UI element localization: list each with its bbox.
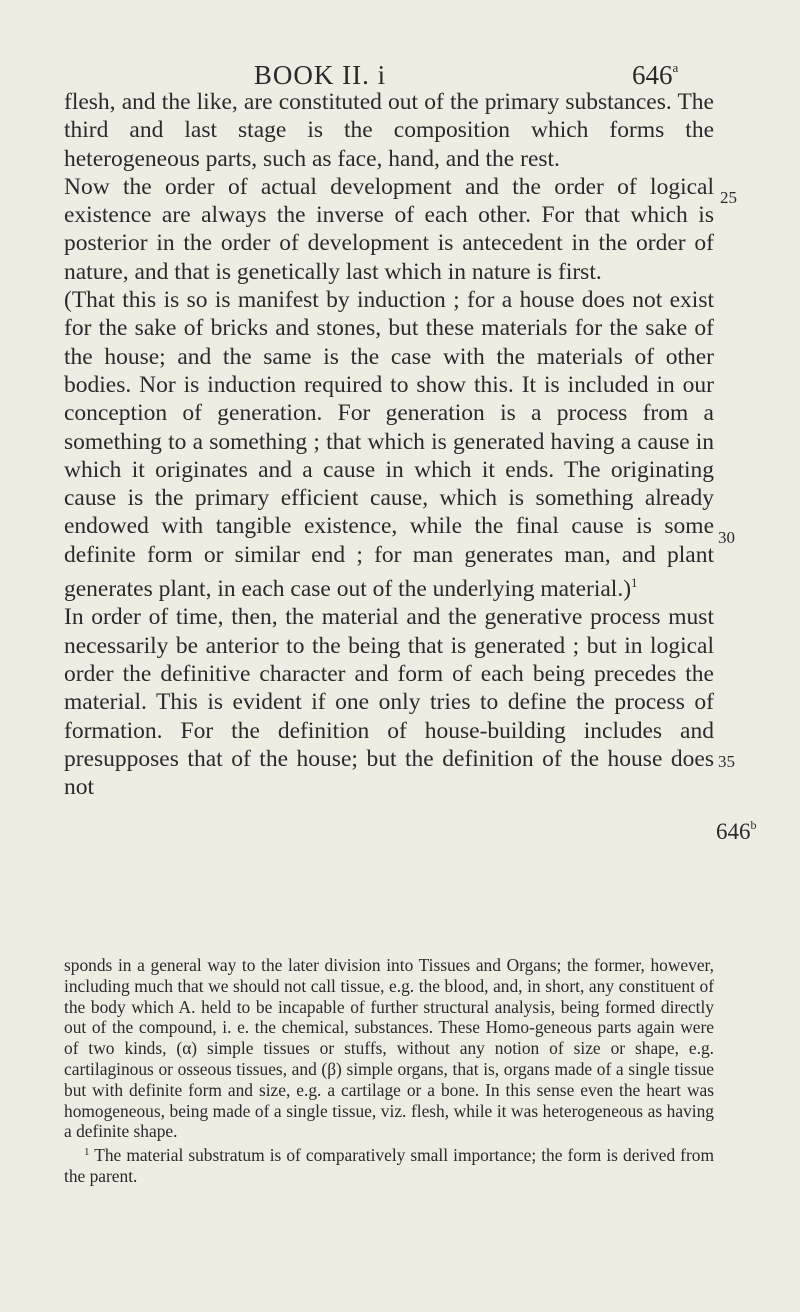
footnote-ref-1: 1 (631, 575, 638, 591)
line-number-25: 25 (720, 188, 737, 207)
footnote-1: $^1$ The material substratum is of comparatively small importance; the form is derived from the parent. (64, 1145, 714, 1186)
paragraph-3: (That this is so is manifest by induction ; for a house does not exist for the sake of bricks and stones, but these materials for the sake of the house; and the same is the case with the materials of other bodies. Nor is induction required to show this. It is included in our conception of generation. For generation is a process from a something to a something ; that which is generated having a cause in which it originates and a cause in which it ends. The originating cause is the primary efficient cause, which is something already endowed with tangible existence, while the final cause is some definite form or similar end ; for man generates man, and plant generates plant, in each case out of the underlying material.)$^1$ (64, 287, 714, 603)
footnotes (64, 955, 714, 1187)
bekker-ref-646b: 646$^b$ (716, 818, 757, 844)
page-number: 646$^a$ (632, 60, 679, 90)
line-number-30: 30 (718, 528, 735, 547)
paragraph-1: flesh, and the like, are constituted out of the primary substances. The third and last stage is the composition which forms the heterogeneous parts, such as face, hand, and the rest. (64, 89, 714, 172)
line-number-35: 35 (718, 752, 735, 771)
paragraph-4: In order of time, then, the material and the generative process must necessarily be anterior to the being that is generated ; but in logical order the definitive character and form of each being precedes the material. This is evident if one only tries to define the process of formation. For the definition of house-building includes and presupposes that of the house; but the definition of the house does not (64, 604, 714, 801)
main-text (64, 88, 714, 801)
book-title: BOOK II. i (253, 60, 387, 90)
footnote-continued: sponds in a general way to the later division into Tissues and Organs; the former, however, including much that we should not call tissue, e.g. the blood, and, in short, any constituent of the body which A. held to be incapable of further structural analysis, being formed directly out of the compound, i. e. the chemical, substances. These Homo-geneous parts again were of two kinds, (α) simple tissues or stuffs, without any notion of size or shape, e.g. cartilaginous or osseous tissues, and (β) simple organs, that is, organs made of a single tissue but with definite form and size, e.g. a cartilage or a bone. In this sense even the heart was homogeneous, being made of a single tissue, viz. flesh, while it was heterogeneous as having a definite shape. (64, 955, 714, 1142)
paragraph-2: Now the order of actual development and the order of logical existence are always the inverse of each other. For that which is posterior in the order of development is antecedent in the order of nature, and that is genetically last which in nature is first. (64, 173, 714, 285)
